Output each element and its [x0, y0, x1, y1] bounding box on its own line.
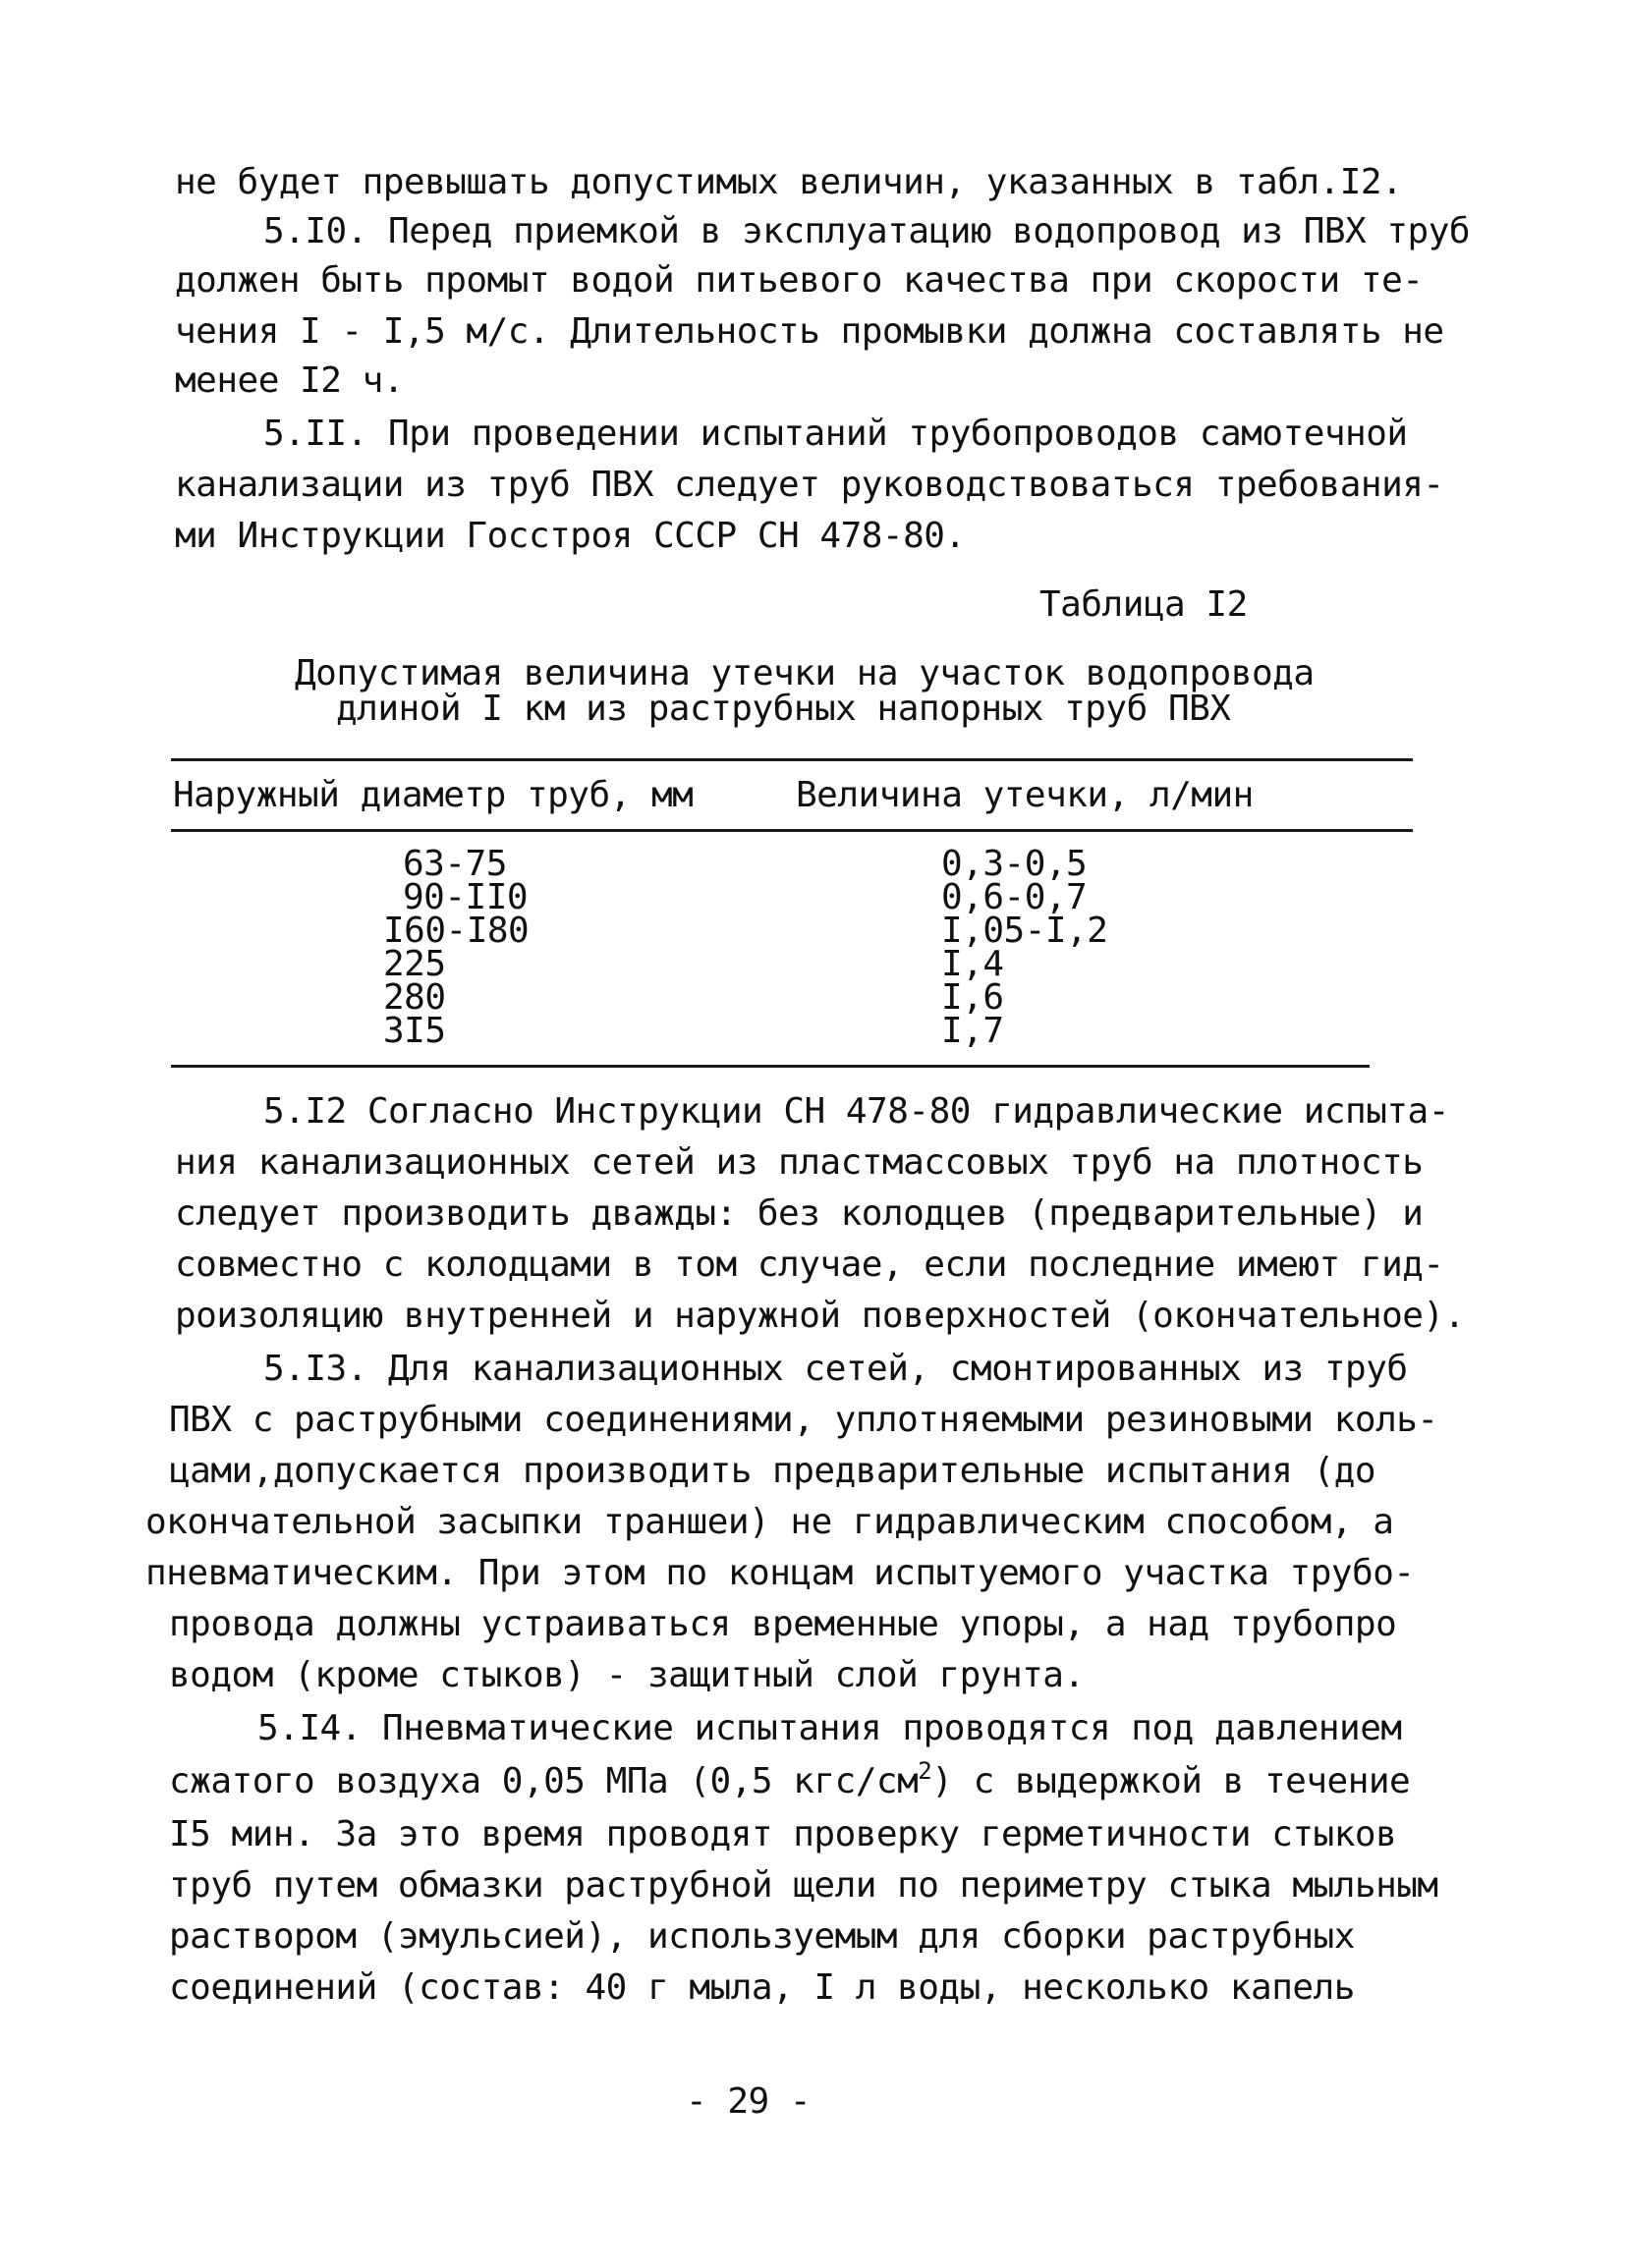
table-cell-diameter: 63-75: [403, 844, 507, 884]
section-5-14-heading: 5.I4. Пневматические испытания проводятся под давлением: [257, 1708, 1402, 1748]
text-line: ния канализационных сетей из пластмассовых труб на плотность: [175, 1142, 1424, 1183]
pressure-text-after: ) с выдержкой в течение: [931, 1761, 1411, 1801]
table-header-rule: [171, 829, 1413, 832]
table-cell-leakage: I,4: [941, 944, 1004, 984]
section-5-11-heading: 5.II. При проведении испытаний трубопроводов самотечной: [263, 414, 1408, 454]
text-line: совместно с колодцами в том случае, если последние имеют гид-: [175, 1245, 1444, 1285]
text-line: менее I2 ч.: [175, 360, 404, 401]
text-line: цами,допускается производить предварительные испытания (до: [169, 1451, 1376, 1491]
table-cell-leakage: I,05-I,2: [941, 911, 1108, 951]
text-line: провода должны устраиваться временные упоры, а над трубопро: [169, 1604, 1397, 1644]
superscript-2: 2: [918, 1757, 932, 1785]
table-cell-diameter: 90-II0: [403, 877, 529, 917]
text-line: труб путем обмазки раструбной щели по периметру стыка мыльным: [169, 1865, 1438, 1906]
table-cell-leakage: 0,3-0,5: [941, 844, 1088, 884]
table-label: Таблица I2: [1039, 584, 1248, 625]
text-line: окончательной засыпки траншеи) не гидравлическим способом, а: [145, 1502, 1394, 1542]
column-header-diameter: Наружный диаметр труб, мм: [173, 775, 694, 815]
text-line: водом (кроме стыков) - защитный слой грунта.: [169, 1655, 1085, 1695]
table-cell-diameter: 225: [383, 944, 446, 984]
table-cell-diameter: I60-I80: [383, 911, 530, 951]
section-5-10-heading: 5.I0. Перед приемкой в эксплуатацию водопровод из ПВХ труб: [263, 211, 1471, 251]
page-number: - 29 -: [686, 2081, 812, 2122]
text-line: раствором (эмульсией), используемым для сборки раструбных: [169, 1916, 1355, 1957]
text-line: роизоляцию внутренней и наружной поверхностей (окончательное).: [175, 1296, 1465, 1336]
text-line: должен быть промыт водой питьевого качества при скорости те-: [175, 260, 1424, 301]
table-top-rule: [171, 758, 1413, 761]
table-cell-leakage: 0,6-0,7: [941, 877, 1088, 917]
table-bottom-rule: [171, 1065, 1370, 1068]
text-line: ми Инструкции Госстроя СССР СН 478-80.: [175, 516, 966, 556]
table-caption: Допустимая величина утечки на участок водопровода: [295, 653, 1315, 693]
text-line: I5 мин. За это время проводят проверку герметичности стыков: [169, 1814, 1397, 1854]
text-line: соединений (состав: 40 г мыла, I л воды, несколько капель: [169, 1967, 1355, 2008]
table-cell-leakage: I,6: [941, 977, 1004, 1018]
text-line-pressure: [169, 1757, 1411, 1801]
table-cell-leakage: I,7: [941, 1011, 1004, 1051]
column-header-leakage: Величина утечки, л/мин: [796, 775, 1254, 815]
text-line: не будет превышать допустимых величин, указанных в табл.I2.: [175, 162, 1403, 202]
section-5-12-heading: 5.I2 Согласно Инструкции СН 478-80 гидравлические испыта-: [263, 1091, 1449, 1132]
table-caption: длиной I км из раструбных напорных труб ПВХ: [336, 689, 1231, 729]
text-line: пневматическим. При этом по концам испытуемого участка трубо-: [145, 1553, 1415, 1593]
section-5-13-heading: 5.I3. Для канализационных сетей, смонтированных из труб: [263, 1349, 1408, 1389]
table-cell-diameter: 280: [383, 977, 446, 1018]
pressure-text-before: сжатого воздуха 0,05 МПа (0,5 кгс/см: [169, 1761, 919, 1801]
text-line: ПВХ с раструбными соединениями, уплотняемыми резиновыми коль-: [169, 1400, 1438, 1440]
table-cell-diameter: 3I5: [383, 1011, 446, 1051]
text-line: чения I - I,5 м/с. Длительность промывки должна составлять не: [175, 311, 1444, 352]
text-line: следует производить дважды: без колодцев (предварительные) и: [175, 1193, 1424, 1234]
text-line: канализации из труб ПВХ следует руководствоваться требования-: [175, 465, 1444, 505]
